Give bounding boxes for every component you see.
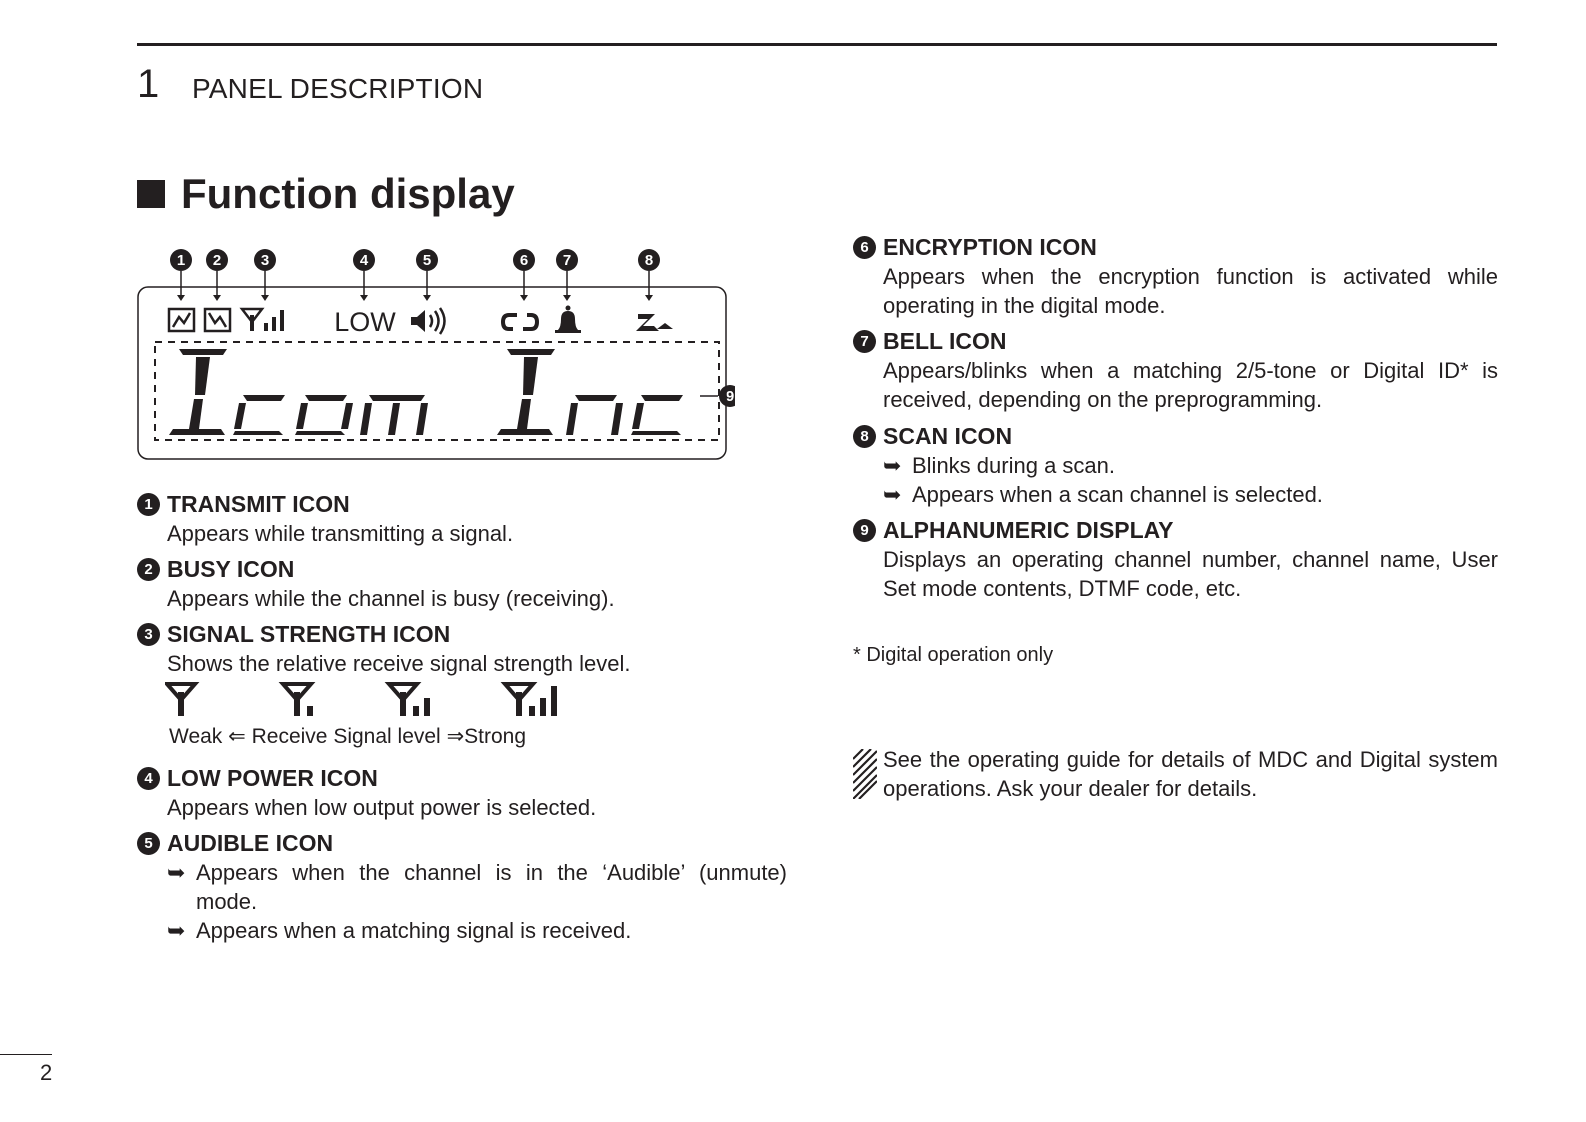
scan-icon [636, 314, 673, 331]
section-title: Function display [181, 170, 515, 217]
number-badge: 9 [853, 519, 876, 542]
signal-level-1-icon [283, 684, 313, 716]
tip-note [853, 745, 1498, 803]
svg-text:4: 4 [359, 252, 369, 269]
item-text: Appears/blinks when a matching 2/5-tone or Digital ID* is received, depending on the preprogramming. [883, 358, 1498, 412]
item-text: Appears while the channel is busy (receiving). [167, 586, 615, 611]
hatched-note-icon [853, 749, 877, 799]
callout-1 [170, 249, 192, 271]
bullet-item: ➥ Appears when a matching signal is received. [167, 918, 632, 943]
tip-text: See the operating guide for details of MDC and Digital system operations. Ask your dealer for details. [883, 747, 1498, 801]
chapter-title: PANEL DESCRIPTION [192, 73, 484, 104]
arrow-bullet-icon: ➥ [883, 482, 902, 507]
signal-level-diagram [137, 678, 787, 748]
busy-icon [205, 309, 230, 331]
svg-text:6: 6 [519, 252, 529, 269]
bullet-item: ➥ Appears when a scan channel is selected. [883, 482, 1323, 507]
encryption-icon-description [853, 233, 1498, 320]
item-title: SCAN ICON [883, 423, 1013, 449]
svg-text:5: 5 [422, 252, 432, 269]
footer-rule [0, 1054, 52, 1055]
item-text: Appears while transmitting a signal. [167, 521, 514, 546]
transmit-icon-description [137, 490, 513, 548]
callout-2 [206, 249, 228, 271]
header-rule [137, 43, 1497, 46]
bell-icon [555, 306, 581, 334]
scan-icon-description [853, 422, 1498, 509]
number-badge: 7 [853, 330, 876, 353]
callout-8 [638, 249, 660, 271]
svg-text:7: 7 [562, 252, 572, 269]
number-badge: 4 [137, 767, 160, 790]
item-title: SIGNAL STRENGTH ICON [167, 621, 451, 647]
svg-text:3: 3 [260, 252, 270, 269]
right-double-arrow-icon: ⇒ [446, 725, 465, 748]
weak-label: Weak [169, 725, 223, 748]
bell-icon-description [853, 327, 1498, 414]
item-text: Appears when low output power is selected. [167, 795, 597, 820]
section-heading [137, 170, 515, 218]
chapter-number: 1 [137, 62, 160, 106]
callout-9 [719, 385, 735, 407]
svg-text:1: 1 [176, 252, 186, 269]
number-badge: 2 [137, 558, 160, 581]
transmit-icon [169, 309, 194, 331]
number-badge: 3 [137, 623, 160, 646]
item-title: BUSY ICON [167, 556, 295, 582]
arrow-bullet-icon: ➥ [167, 860, 186, 885]
busy-icon-description [137, 555, 615, 613]
signal-strength-description [137, 620, 787, 748]
arrow-bullet-icon: ➥ [167, 918, 186, 943]
item-title: LOW POWER ICON [167, 765, 378, 791]
encryption-icon [503, 315, 537, 329]
callout-4 [353, 249, 375, 271]
square-bullet-icon [137, 180, 165, 208]
signal-level-3-icon [505, 684, 557, 716]
bullet-item: ➥ Appears when the channel is in the ‘Audible’ (unmute) mode. [167, 860, 787, 914]
bullet-item: ➥ Blinks during a scan. [883, 453, 1115, 478]
audible-icon [411, 308, 445, 334]
item-text: Displays an operating channel number, channel name, User Set mode contents, DTMF code, etc. [883, 547, 1498, 601]
alphanumeric-display-description [853, 516, 1498, 603]
low-power-description [137, 764, 596, 822]
lcd-text-icom-inc [169, 349, 683, 435]
audible-icon-description [137, 829, 787, 945]
left-double-arrow-icon: ⇐ [228, 725, 246, 748]
signal-scale-caption [169, 722, 526, 751]
number-badge: 6 [853, 236, 876, 259]
arrow-bullet-icon: ➥ [883, 453, 902, 478]
item-title: ENCRYPTION ICON [883, 234, 1097, 260]
number-badge: 8 [853, 425, 876, 448]
number-badge: 1 [137, 493, 160, 516]
signal-level-label: Receive Signal level [251, 725, 441, 748]
item-text: Shows the relative receive signal strength level. [167, 651, 631, 676]
item-title: TRANSMIT ICON [167, 491, 350, 517]
signal-level-2-icon [389, 684, 430, 716]
strong-label: Strong [464, 725, 527, 748]
callout-5 [416, 249, 438, 271]
item-title: BELL ICON [883, 328, 1007, 354]
signal-strength-icon [242, 309, 284, 331]
function-display-diagram [135, 245, 735, 465]
signal-level-0-icon [167, 684, 195, 716]
low-power-label: LOW [334, 307, 396, 337]
callout-3 [254, 249, 276, 271]
item-title: AUDIBLE ICON [167, 830, 334, 856]
svg-text:9: 9 [725, 388, 735, 405]
callout-7 [556, 249, 578, 271]
item-title: ALPHANUMERIC DISPLAY [883, 517, 1174, 543]
item-text: Appears when the encryption function is activated while operating in the digital mode. [883, 264, 1498, 318]
signal-level-icons [165, 682, 785, 722]
svg-text:8: 8 [644, 252, 654, 269]
footnote: * Digital operation only [853, 644, 1054, 666]
callout-6 [513, 249, 535, 271]
svg-text:2: 2 [212, 252, 222, 269]
page-number: 2 [40, 1060, 53, 1085]
number-badge: 5 [137, 832, 160, 855]
